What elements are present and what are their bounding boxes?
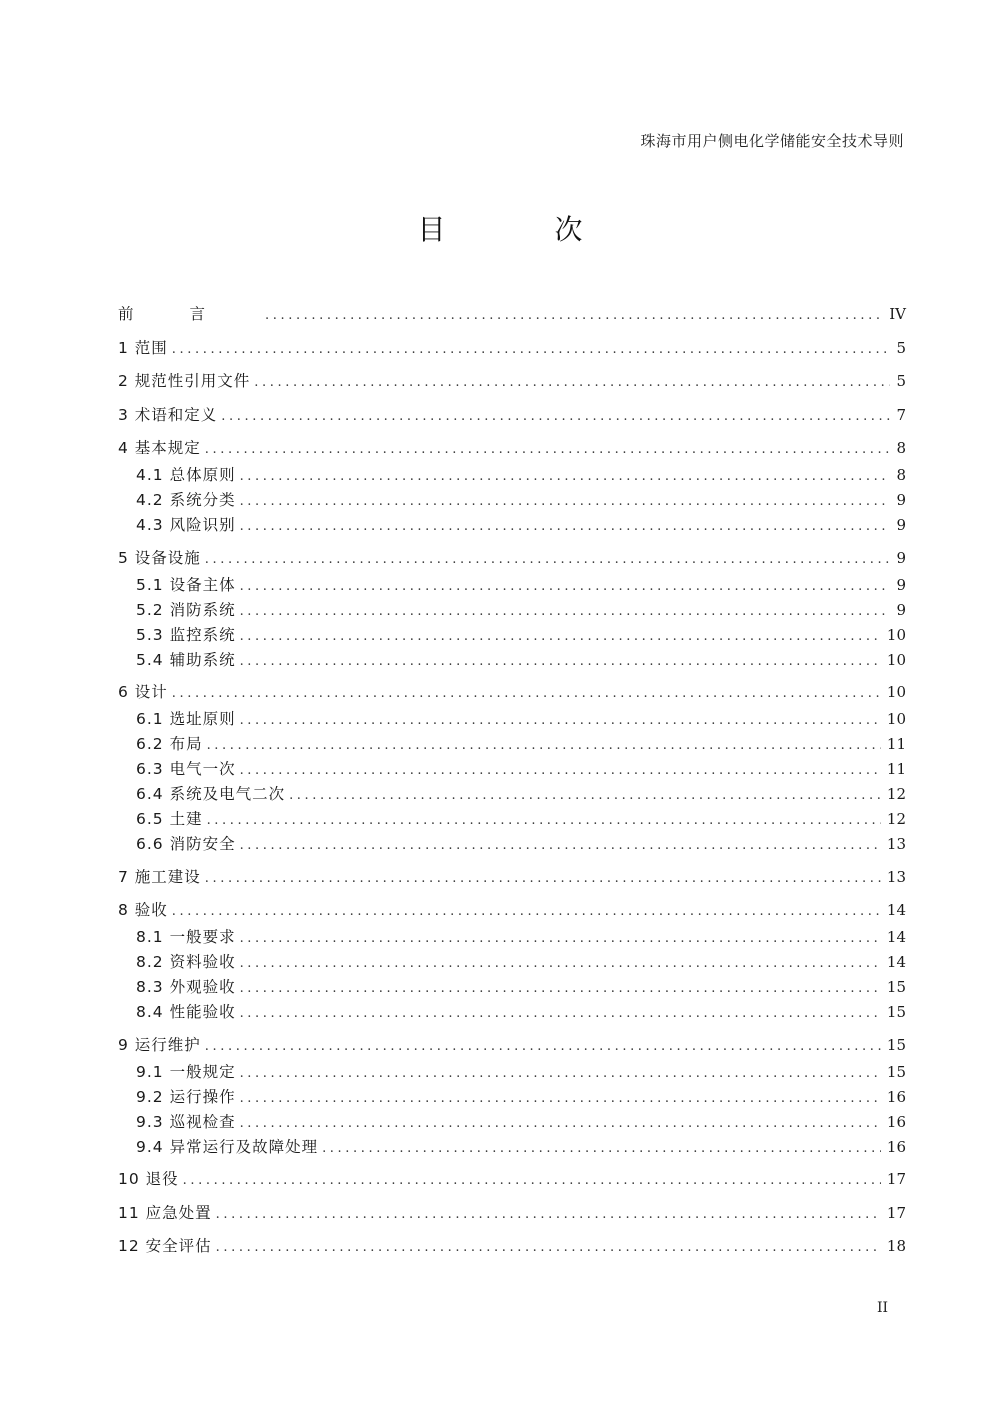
toc-leader-dots bbox=[240, 978, 881, 1000]
toc-entry-label: 10 退役 bbox=[118, 1170, 179, 1188]
toc-entry-label: 前言 bbox=[118, 305, 262, 323]
toc-leader-dots bbox=[240, 1003, 881, 1025]
toc-entry-label: 9.3 巡视检查 bbox=[136, 1113, 236, 1131]
toc-entry-page: 9 bbox=[896, 491, 906, 509]
toc-leader-dots bbox=[240, 1088, 881, 1110]
toc-entry-page: IV bbox=[889, 305, 906, 323]
toc-leader-dots bbox=[221, 406, 890, 428]
toc-entry-label: 8.2 资料验收 bbox=[136, 953, 236, 971]
toc-entry-label: 6 设计 bbox=[118, 683, 168, 701]
toc-leader-dots bbox=[240, 516, 890, 538]
toc-entry-page: 11 bbox=[886, 735, 906, 753]
toc-leader-dots bbox=[172, 339, 890, 361]
toc-subentry[interactable] bbox=[136, 599, 906, 621]
toc-leader-dots bbox=[254, 372, 890, 394]
toc-entry-page: 15 bbox=[886, 978, 906, 996]
toc-entry-label: 6.1 选址原则 bbox=[136, 710, 236, 728]
toc-entry-label: 4.3 风险识别 bbox=[136, 516, 236, 534]
page-title: 目 次 bbox=[417, 213, 633, 246]
toc-entry-page: 13 bbox=[886, 835, 906, 853]
toc-entry[interactable] bbox=[118, 303, 906, 325]
toc-entry[interactable] bbox=[118, 866, 906, 888]
toc-entry-page: 18 bbox=[886, 1237, 906, 1255]
toc-entry[interactable] bbox=[118, 1168, 906, 1190]
toc-subentry[interactable] bbox=[136, 1001, 906, 1023]
toc-entry-page: 17 bbox=[886, 1204, 906, 1222]
toc-entry-label: 4 基本规定 bbox=[118, 439, 201, 457]
toc-entry[interactable] bbox=[118, 899, 906, 921]
toc-entry-page: 15 bbox=[886, 1036, 906, 1054]
toc-entry-label: 11 应急处置 bbox=[118, 1204, 212, 1222]
toc-entry-page: 10 bbox=[886, 651, 906, 669]
toc-entry-label: 5.4 辅助系统 bbox=[136, 651, 236, 669]
toc-entry[interactable] bbox=[118, 337, 906, 359]
toc-subentry[interactable] bbox=[136, 976, 906, 998]
toc-subentry[interactable] bbox=[136, 708, 906, 730]
toc-leader-dots bbox=[240, 760, 881, 782]
toc-subentry[interactable] bbox=[136, 489, 906, 511]
toc-subentry[interactable] bbox=[136, 1061, 906, 1083]
toc-subentry[interactable] bbox=[136, 951, 906, 973]
toc-subentry[interactable] bbox=[136, 926, 906, 948]
toc-entry-label: 2 规范性引用文件 bbox=[118, 372, 251, 390]
toc-entry[interactable] bbox=[118, 681, 906, 703]
toc-entry-page: 15 bbox=[886, 1063, 906, 1081]
toc-entry-page: 11 bbox=[886, 760, 906, 778]
toc-subentry[interactable] bbox=[136, 1086, 906, 1108]
toc-entry-label: 5.2 消防系统 bbox=[136, 601, 236, 619]
toc-entry-page: 13 bbox=[886, 868, 906, 886]
toc-leader-dots bbox=[322, 1138, 881, 1160]
toc-leader-dots bbox=[240, 835, 881, 857]
toc-leader-dots bbox=[216, 1237, 881, 1259]
toc-leader-dots bbox=[240, 953, 881, 975]
toc-leader-dots bbox=[265, 305, 883, 327]
toc-entry[interactable] bbox=[118, 1235, 906, 1257]
toc-subentry[interactable] bbox=[136, 833, 906, 855]
toc-entry-label: 9.4 异常运行及故障处理 bbox=[136, 1138, 319, 1156]
toc-leader-dots bbox=[205, 1036, 881, 1058]
toc-entry-label: 6.6 消防安全 bbox=[136, 835, 236, 853]
toc-entry-label: 8.3 外观验收 bbox=[136, 978, 236, 996]
toc-entry-page: 9 bbox=[896, 576, 906, 594]
toc-leader-dots bbox=[207, 810, 881, 832]
toc-subentry[interactable] bbox=[136, 758, 906, 780]
toc-entry-page: 9 bbox=[896, 549, 906, 567]
toc-leader-dots bbox=[240, 466, 890, 488]
toc-subentry[interactable] bbox=[136, 574, 906, 596]
toc-subentry[interactable] bbox=[136, 1111, 906, 1133]
toc-subentry[interactable] bbox=[136, 514, 906, 536]
toc-leader-dots bbox=[205, 868, 881, 890]
toc-subentry[interactable] bbox=[136, 783, 906, 805]
toc-entry-label: 5 设备设施 bbox=[118, 549, 201, 567]
toc-entry[interactable] bbox=[118, 370, 906, 392]
toc-entry[interactable] bbox=[118, 1034, 906, 1056]
toc-entry-label: 9 运行维护 bbox=[118, 1036, 201, 1054]
toc-leader-dots bbox=[172, 901, 881, 923]
toc-subentry[interactable] bbox=[136, 733, 906, 755]
toc-entry-label: 7 施工建设 bbox=[118, 868, 201, 886]
toc-subentry[interactable] bbox=[136, 808, 906, 830]
toc-entry-label: 1 范围 bbox=[118, 339, 168, 357]
toc-leader-dots bbox=[205, 439, 890, 461]
toc-subentry[interactable] bbox=[136, 624, 906, 646]
toc-entry-label: 6.2 布局 bbox=[136, 735, 203, 753]
toc-entry-page: 16 bbox=[886, 1088, 906, 1106]
toc-entry-label: 6.4 系统及电气二次 bbox=[136, 785, 286, 803]
toc-entry-label: 5.1 设备主体 bbox=[136, 576, 236, 594]
toc-entry-page: 10 bbox=[886, 710, 906, 728]
toc-entry-label: 3 术语和定义 bbox=[118, 406, 218, 424]
table-of-contents bbox=[118, 0, 906, 1414]
toc-entry-label: 9.1 一般规定 bbox=[136, 1063, 236, 1081]
toc-entry-label: 12 安全评估 bbox=[118, 1237, 212, 1255]
toc-leader-dots bbox=[240, 601, 890, 623]
toc-entry[interactable] bbox=[118, 404, 906, 426]
toc-subentry[interactable] bbox=[136, 464, 906, 486]
toc-leader-dots bbox=[240, 651, 881, 673]
toc-entry[interactable] bbox=[118, 437, 906, 459]
toc-leader-dots bbox=[240, 928, 881, 950]
toc-entry-page: 12 bbox=[886, 785, 906, 803]
toc-entry-page: 12 bbox=[886, 810, 906, 828]
toc-leader-dots bbox=[240, 491, 890, 513]
toc-entry-page: 10 bbox=[886, 626, 906, 644]
toc-leader-dots bbox=[183, 1170, 881, 1192]
toc-entry-page: 14 bbox=[886, 928, 906, 946]
toc-leader-dots bbox=[216, 1204, 881, 1226]
toc-entry-page: 10 bbox=[886, 683, 906, 701]
page-header: 珠海市用户侧电化学储能安全技术导则 bbox=[640, 132, 904, 150]
toc-entry-page: 5 bbox=[896, 372, 906, 390]
toc-entry[interactable] bbox=[118, 547, 906, 569]
toc-entry-label: 9.2 运行操作 bbox=[136, 1088, 236, 1106]
toc-entry-page: 7 bbox=[896, 406, 906, 424]
toc-leader-dots bbox=[207, 735, 881, 757]
toc-entry-label: 6.3 电气一次 bbox=[136, 760, 236, 778]
toc-entry-page: 14 bbox=[886, 953, 906, 971]
toc-entry-page: 9 bbox=[896, 601, 906, 619]
toc-leader-dots bbox=[240, 576, 890, 598]
toc-entry-page: 9 bbox=[896, 516, 906, 534]
toc-leader-dots bbox=[240, 710, 881, 732]
toc-entry-label: 6.5 土建 bbox=[136, 810, 203, 828]
toc-subentry[interactable] bbox=[136, 1136, 906, 1158]
toc-leader-dots bbox=[240, 1113, 881, 1135]
toc-entry[interactable] bbox=[118, 1202, 906, 1224]
toc-subentry[interactable] bbox=[136, 649, 906, 671]
toc-entry-label: 4.1 总体原则 bbox=[136, 466, 236, 484]
toc-entry-page: 14 bbox=[886, 901, 906, 919]
toc-leader-dots bbox=[205, 549, 890, 571]
toc-leader-dots bbox=[289, 785, 881, 807]
toc-entry-page: 16 bbox=[886, 1138, 906, 1156]
toc-entry-label: 8.4 性能验收 bbox=[136, 1003, 236, 1021]
toc-entry-page: 8 bbox=[896, 466, 906, 484]
toc-entry-label: 5.3 监控系统 bbox=[136, 626, 236, 644]
toc-entry-page: 17 bbox=[886, 1170, 906, 1188]
toc-leader-dots bbox=[240, 626, 881, 648]
toc-leader-dots bbox=[240, 1063, 881, 1085]
toc-entry-label: 4.2 系统分类 bbox=[136, 491, 236, 509]
toc-entry-page: 5 bbox=[896, 339, 906, 357]
toc-entry-label: 8.1 一般要求 bbox=[136, 928, 236, 946]
toc-entry-page: 8 bbox=[896, 439, 906, 457]
toc-entry-label: 8 验收 bbox=[118, 901, 168, 919]
page-number: II bbox=[876, 1300, 888, 1316]
toc-leader-dots bbox=[172, 683, 881, 705]
toc-entry-page: 16 bbox=[886, 1113, 906, 1131]
toc-entry-page: 15 bbox=[886, 1003, 906, 1021]
